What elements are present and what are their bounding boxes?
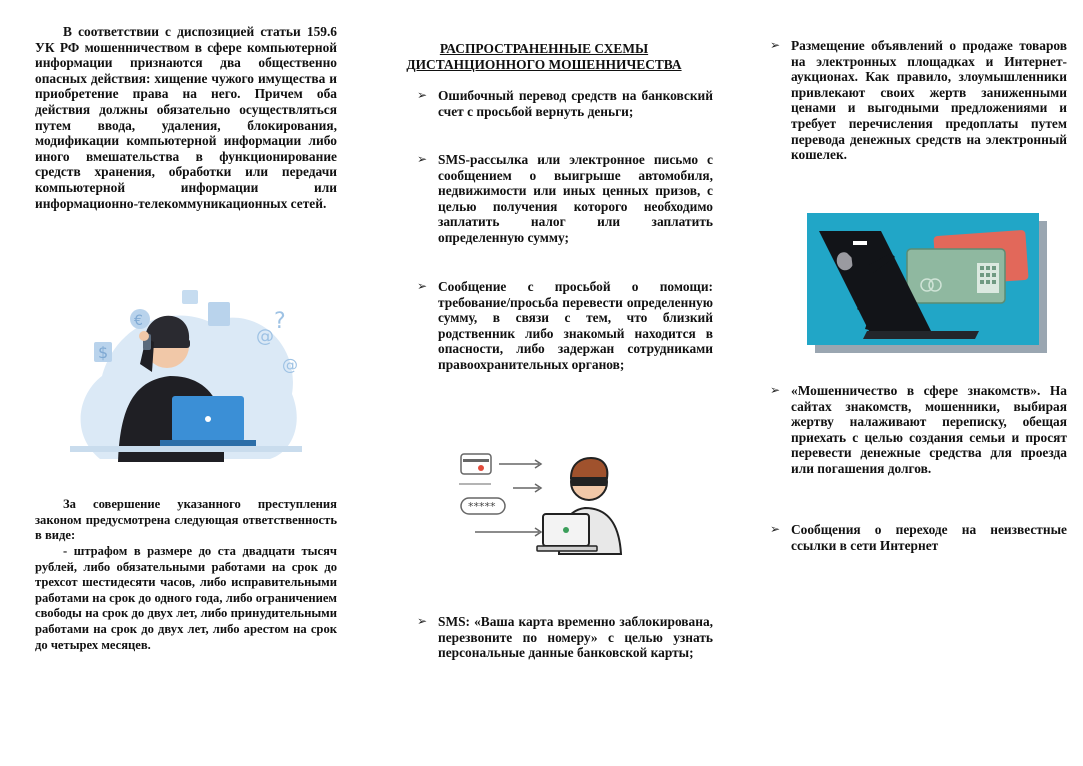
- schemes-heading-line2: ДИСТАНЦИОННОГО МОШЕННИЧЕСТВА: [406, 56, 682, 72]
- bullet-arrow-icon: ➢: [417, 279, 428, 293]
- middle-column: [395, 0, 713, 661]
- password-mask: *****: [468, 500, 496, 513]
- scheme-item-text: «Мошенничество в сфере знакомств». На сайтах знакомств, мошенники, выбирая жертву налаживают переписку, обещая приехать с целью создания семьи и просят перевести денежные средства для проезда или погашения долгов.: [791, 383, 1067, 476]
- svg-text:@: @: [282, 355, 298, 374]
- credit-card-icon: [461, 454, 491, 474]
- bullet-arrow-icon: ➢: [417, 614, 428, 628]
- scheme-item: [770, 383, 1067, 477]
- intro-paragraph: В соответствии с диспозицией статьи 159.6 УК РФ мошенничеством в сфере компьютерной информации признаются два общественно опасных действия: хищение чужого имущества и приобретение права на него. Причем оба действия должны обязательно осуществляться путем ввода, удаления, блокирования, модификации компьютерной информации либо иного вмешательства в функционирование средств хранения, обработки или передачи компьютерной информации или информационно-телекоммуникационных сетей.: [35, 24, 337, 211]
- schemes-heading-line1: РАСПРОСТРАНЕННЫЕ СХЕМЫ: [439, 41, 649, 56]
- at-icon: @: [256, 326, 274, 347]
- bullet-arrow-icon: ➢: [770, 38, 781, 52]
- padlock-icon: [182, 290, 198, 304]
- bullet-arrow-icon: ➢: [770, 522, 781, 536]
- scheme-item-text: SMS: «Ваша карта временно заблокирована, перезвоните по номеру» с целью узнать персональные данные банковской карты;: [438, 614, 713, 661]
- card-theft-illustration: [807, 213, 1047, 353]
- liability-details: - штрафом в размере до ста двадцати тысяч рублей, либо обязательными работами на срок до трехсот шестидесяти часов, либо исправительными работами на срок до одного года, либо ограничением свободы на срок до двух лет, либо принудительными работами на срок до двух лет, либо арестом на срок до четырех месяцев.: [35, 544, 337, 652]
- question-icon: ?: [274, 309, 286, 334]
- svg-text:€: €: [134, 313, 143, 329]
- bullet-arrow-icon: ➢: [770, 383, 781, 397]
- phishing-illustration: [455, 448, 635, 558]
- hacker-phone-illustration: [60, 284, 312, 462]
- scheme-item: [417, 152, 713, 246]
- scheme-item-text: Размещение объявлений о продаже товаров на электронных площадках и Интернет-аукционах. Как правило, злоумышленники привлекают своих жертв заниженными ценами и выгодными предложениями и требует перечисления предоплаты путем перевода денежных средств на электронный кошелек.: [791, 38, 1067, 163]
- svg-text:$: $: [98, 343, 109, 362]
- bullet-arrow-icon: ➢: [417, 152, 428, 166]
- liability-intro: За совершение указанного преступления законом предусмотрена следующая ответственность в виде:: [35, 497, 337, 543]
- scheme-item-text: Сообщение с просьбой о помощи: требование/просьба перевести определенную сумму, в связи с тем, что близкий родственник либо знакомый находится в опасности, либо задержан сотрудниками правоохранительных органов;: [438, 279, 713, 372]
- scheme-item-text: Ошибочный перевод средств на банковский счет с просьбой вернуть деньги;: [438, 88, 713, 119]
- scheme-item: [417, 88, 713, 119]
- left-column: [35, 0, 337, 652]
- scheme-item-text: Сообщения о переходе на неизвестные ссылки в сети Интернет: [791, 522, 1067, 553]
- scheme-item: [417, 279, 713, 373]
- bullet-arrow-icon: ➢: [417, 88, 428, 102]
- scheme-item-text: SMS-рассылка или электронное письмо с сообщением о выигрыше автомобиля, недвижимости или иных ценных призов, с целью получения которого необходимо заплатить налог или заплатить определенную сумму;: [438, 152, 713, 245]
- email-icon: [208, 302, 230, 326]
- scheme-item: [770, 38, 1067, 163]
- scheme-item: [770, 522, 1067, 553]
- scheme-item: [417, 614, 713, 661]
